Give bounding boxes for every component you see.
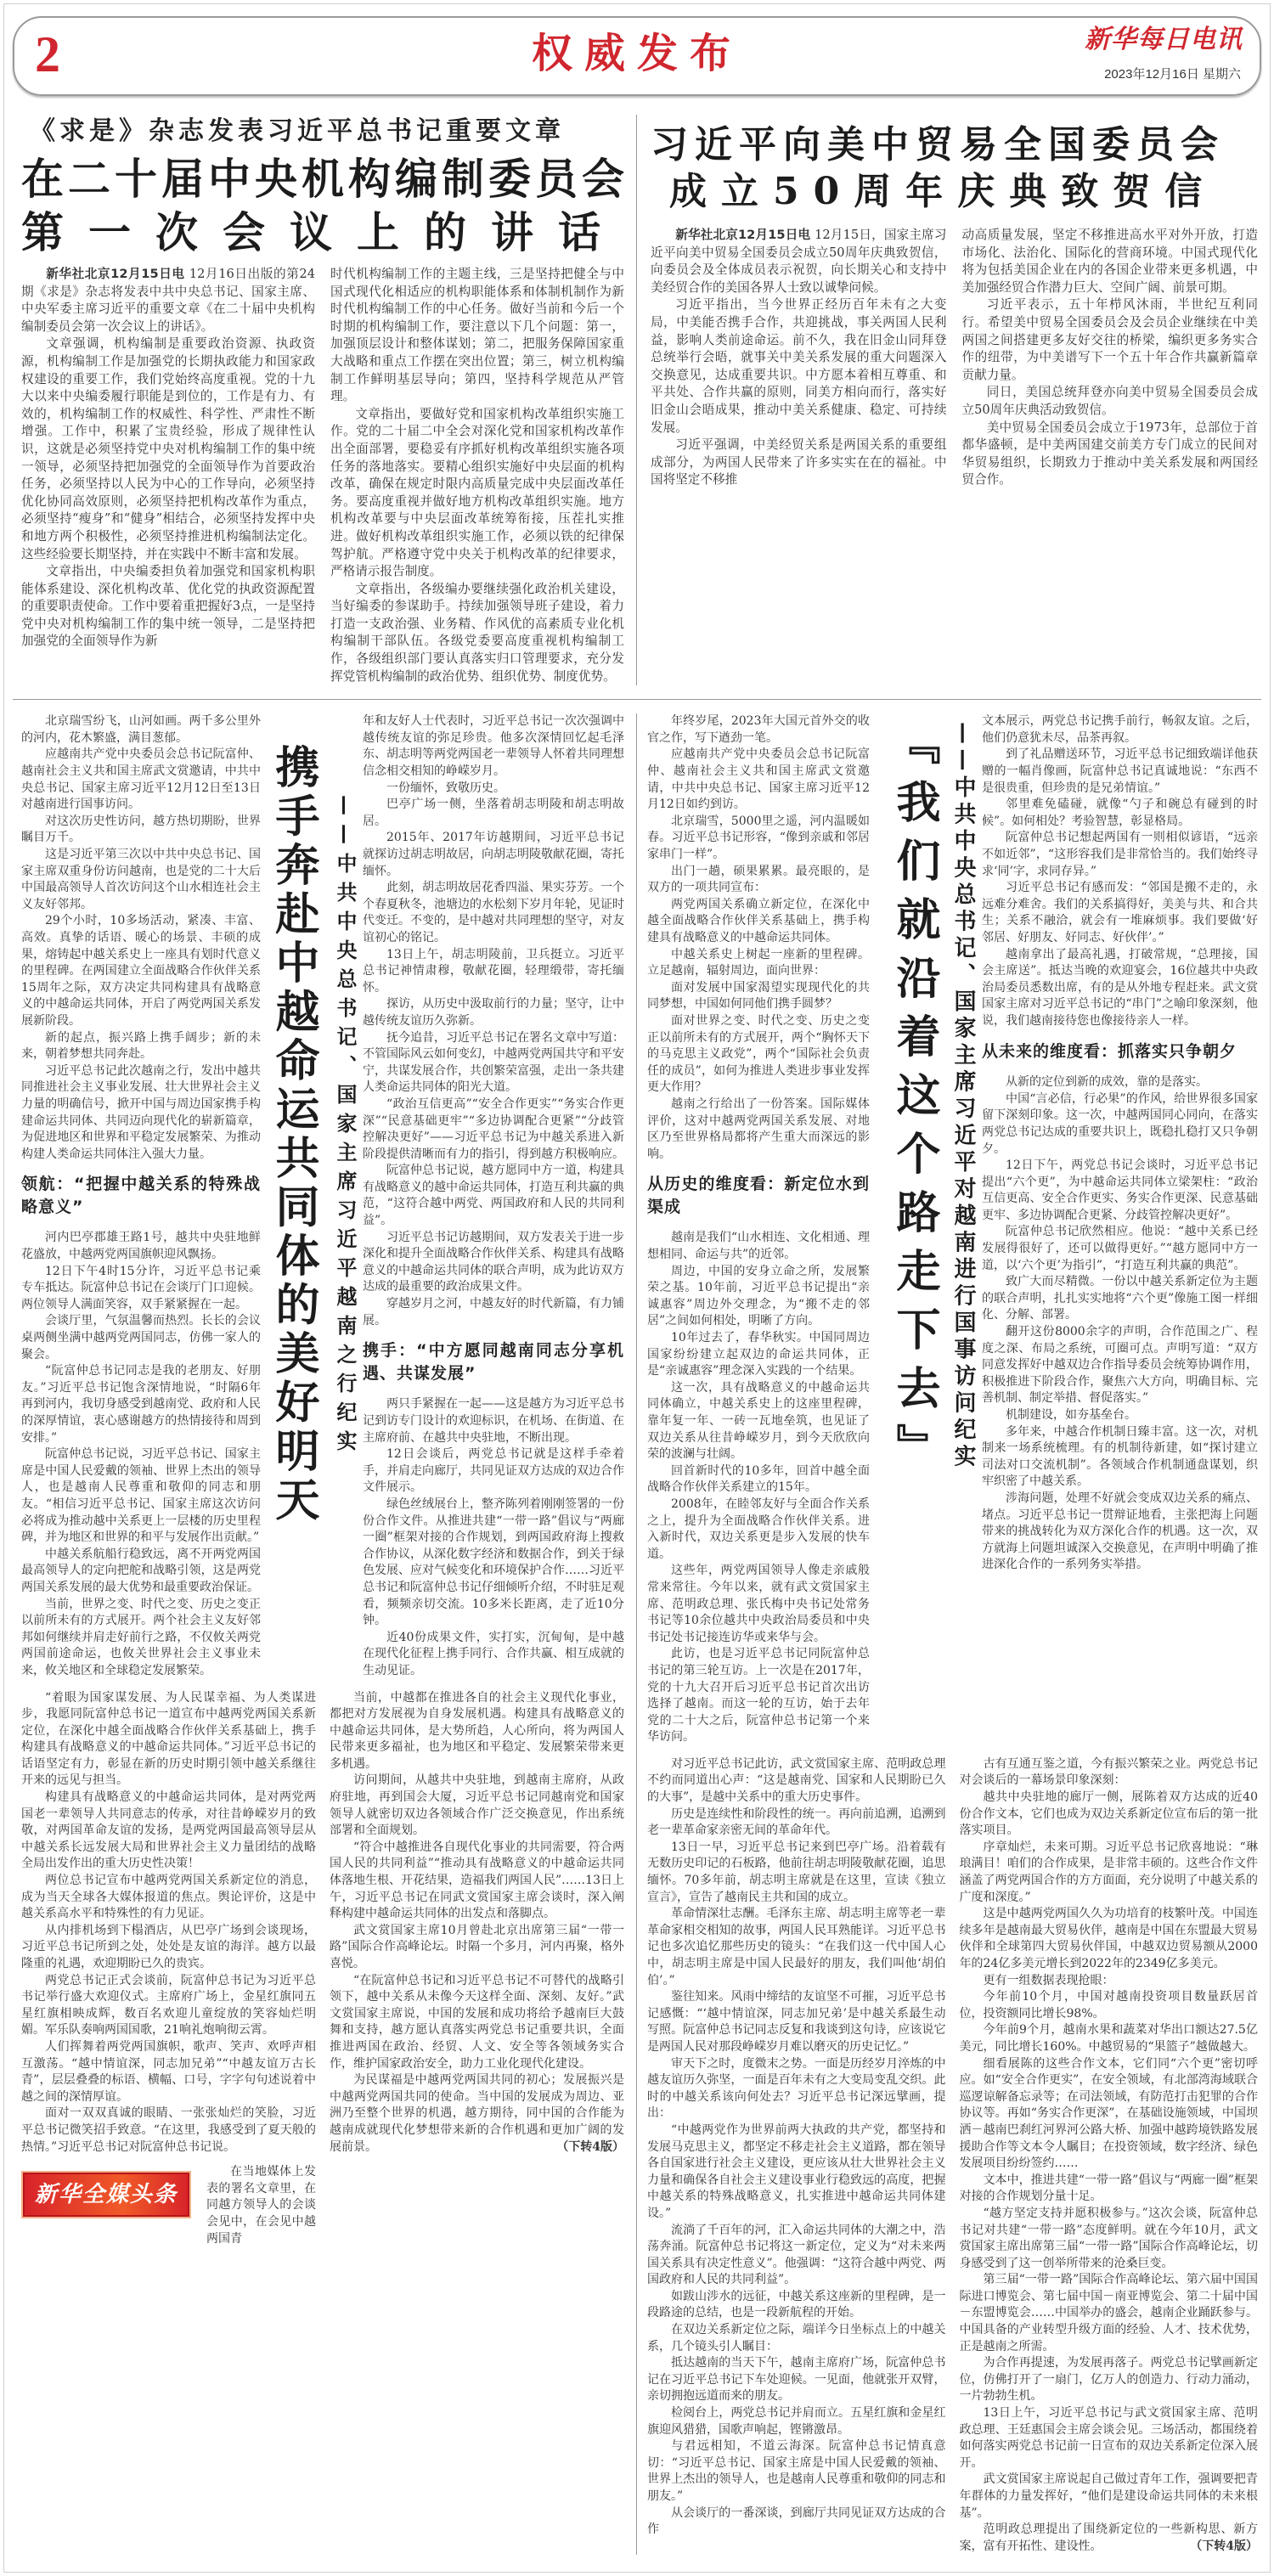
paragraph: 在当地媒体上发表的署名文章里，在同越方领导人的会谈会见中，在会见中越两国青 [206,2165,316,2246]
paragraph: 越南是我们“山水相连、文化相通、理想相同、命运与共”的近邻。 [647,1231,870,1262]
feature2-column-d [982,713,1258,1574]
article2 [637,115,1261,685]
paragraph [21,266,315,335]
paragraph: 2015年、2017年访越期间，习近平总书记就探访过胡志明故居，向胡志明陵敬献花圈，寄托缅怀。 [363,831,624,878]
paragraph: “中越两党作为世界前两大执政的共产党，都坚持和发展马克思主义，都坚定不移走社会主义道路，都在领导各自国家进行社会主义建设，更应该从壮大世界社会主义力量和确保各自社会主义建设事业行稳致远的高度，把握中越关系的特殊战略意义，扎实推进中越命运共同体建设。” [647,2122,946,2220]
paragraph: 这一次，具有战略意义的中越命运共同体确立，中越关系史上的这座里程碑，靠年复一年、一砖一瓦地垒筑，也见证了双边关系从往昔峥嵘岁月，到今天欣欣向荣的波澜与壮阔。 [647,1380,870,1462]
paragraph-text: 范明政总理提出了围绕新定位的一些新构思、新方案，富有开拓性、建设性。 [959,2522,1258,2553]
feature2 [637,713,1261,2555]
subheading: 携手：“中方愿同越南同志分享机遇、共谋发展” [363,1341,624,1383]
paragraph: 周边，中国的安身立命之所，发展繁荣之基。10年前，习近平总书记提出“亲诚惠容”周边外交理念，为“搬不走的邻居”之间如何相处，明晰了方向。 [647,1264,870,1328]
paragraph: 机制建设，如夯基垒台。 [1006,1408,1136,1422]
article1-kicker: 《求是》杂志发表习近平总书记重要文章 [30,116,565,146]
paragraph: 更有一组数据表现抢眼： [983,1973,1114,1987]
paragraph: 构建具有战略意义的中越命运共同体，是对两党两国老一辈领导人共同意志的传承，对往昔峥嵘岁月的致敬，对两国革命友谊的发扬，是两党两国最高领导层从中越关系长远发展大局和世界社会主义力量团结的战略全局出发作出的重大历史性决策！ [21,1790,316,1871]
page-frame [3,3,1271,2573]
paragraph: 古有互通互鉴之道，今有振兴繁荣之业。两党总书记对会谈后的一幕场景印象深刻： [959,1756,1258,1788]
paragraph: 两党总书记正式会谈前，阮富仲总书记为习近平总书记举行盛大欢迎仪式。主席府广场上，金星红旗同五星红旗相映成辉，数百名欢迎儿童绽放的笑容灿烂明媚。军乐队奏响两国国歌，21响礼炮响彻云霄。 [21,1973,316,2038]
paragraph: 武文赏国家主席10月曾赴北京出席第三届“一带一路”国际合作高峰论坛。时隔一个多月，河内再聚，格外喜悦。 [330,1923,624,1970]
paragraph: 近40份成果文件，实打实，沉甸甸，是中越在现代化征程上携手同行、合作共赢、相互成就的生动见证。 [363,1630,624,1677]
paragraph: 对这次历史性访问，越方热切期盼，世界瞩目万千。 [21,814,261,845]
paragraph: 今年前9个月，越南水果和蔬菜对华出口额达27.5亿美元，同比增长160%。中越贸易的“果篮子”越做越大。 [959,2023,1258,2054]
article2-column-1 [651,227,947,489]
paragraph: 阮富仲总书记说，习近平总书记、国家主席是中国人民爱戴的领袖、世界上杰出的领导人，也是越南人民尊重和敬仰的同志和朋友。“相信习近平总书记、国家主席这次访问必将成为推动越中关系更上一层楼的历史里程碑，并为地区和世界的和平与发展作出贡献。” [21,1447,261,1545]
paragraph: 翻开这份8000余字的声明，合作范围之广、程度之深、布局之系统，可圈可点。声明写道：“双方同意发挥好中越双边合作指导委员会统筹协调作用，积极推进下阶段合作，聚焦六大方向，明确目标、完善机制、制定举措、督促落实。” [982,1325,1258,1406]
paragraph: 动高质量发展，坚定不移推进高水平对外开放，打造市场化、法治化、国际化的营商环境。中国式现代化将为包括美国企业在内的各国企业带来更多机遇，中美加强经贸合作潜力巨大、空间广阔、前景可期。 [961,228,1258,295]
paragraph: 文章指出，中央编委担负着加强党和国家机构职能体系建设、深化机构改革、优化党的执政资源配置的重要职责使命。工作中要着重把握好3点，一是坚持党中央对机构编制工作的集中统一领导，二是坚持把加强党的全面领导作为新 [21,564,315,649]
paragraph [330,2072,624,2156]
newspaper-logo: 新华每日电讯 [1085,25,1243,54]
paragraph: 此访，也是习近平总书记同阮富仲总书记的第三轮互访。上一次是在2017年，党的十九大召开后习近平总书记首次出访选择了越南。而这一轮的互访，始于去年党的二十大之后，阮富仲总书记第一个来华访问。 [647,1647,870,1745]
article1 [13,115,637,685]
paragraph: 绿色丝绒展台上，整齐陈列着刚刚签署的一份份合作文件。从推进共建“一带一路”倡议与“两廊一圈”框架对接的合作规划，到两国政府海上搜救合作协议，从深化数字经济和数据合作，到关于绿色发展、应对气候变化和环境保护合作……习近平总书记和阮富仲总书记仔细倾听介绍，不时驻足观看，频频亲切交流。10多米长距离，走了近10分钟。 [363,1497,624,1628]
paragraph: 出门一趟，硕果累累。最亮眼的，是双方的一项共同宣布： [647,864,870,895]
paragraph-text: 为民谋福是中越两党两国共同的初心；发展振兴是中越两党两国共同的使命。当中国的发展成为周边、亚洲乃至整个世界的机遇，越方期待，同中国的合作能为越南成就现代化梦想带来新的合作机遇和更加广阔的发展前景。 [330,2073,624,2154]
top-stories [13,115,1261,700]
paragraph: 到了礼品赠送环节，习近平总书记细致端详他获赠的一幅肖像画，阮富仲总书记真诚地说：“东西不是很贵重，但珍贵的是兄弟情谊。” [982,747,1258,795]
page-number: 2 [35,26,60,82]
paragraph: 武文赏国家主席说起自己做过青年工作，强调要把青年群体的力量发挥好，“他们是建设命运共同体的未来根基”。 [959,2472,1258,2520]
continued-on-page-4[interactable]: （下转4版） [556,2139,624,2154]
feature2-column-c [647,713,870,1746]
paragraph: 第三届“一带一路”国际合作高峰论坛、第六届中国国际进口博览会、第七届中国－南亚博览会、第二十届中国－东盟博览会……中国举办的盛会，越南企业踊跃参与。中国具备的产业转型升级方面的经验、人才、技术优势，正是越南之所需。 [959,2273,1258,2353]
subheading: 领航：“把握中越关系的特殊战略意义” [21,1175,261,1216]
paragraph: 习近平表示，五十年栉风沐雨，半世纪互利同行。希望美中贸易全国委员会及会员企业继续在中美两国之间搭建更多友好交往的桥梁，编织更多务实合作的纽带，为中美谱写下一个五十年合作共赢新篇章贡献力量。 [961,297,1258,382]
paragraph: 中越关系航船行稳致远，离不开两党两国最高领导人的定向把舵和战略引领，这是两党两国关系发展的最大优势和最重要政治保证。 [21,1547,261,1594]
article2-column-2 [962,227,1259,489]
paragraph: 抚今追昔，习近平总书记在署名文章中写道：不管国际风云如何变幻，中越两党两国共守和平安宁，共谋发展合作，共创繁荣富强，走出一条共建人类命运共同体的阳光大道。 [363,1030,624,1095]
feature1-column-a2 [21,1690,316,2156]
paragraph: 13日上午，习近平总书记与武文赏国家主席、范明政总理、王廷惠国会主席会谈会见。三场活动，都围绕着如何落实两党总书记前一日宣布的双边关系新定位深入展开。 [959,2406,1258,2470]
paragraph: 习近平强调，中美经贸关系是两国关系的重要组成部分，为两国人民带来了许多实实在在的福祉。中国将坚定不移推 [651,437,947,488]
feature1 [13,713,637,2555]
paragraph: 习近平总书记访越期间，双方发表关于进一步深化和提升全面战略合作伙伴关系、构建具有战略意义的中越命运共同体的联合声明，成为此访双方达成的最重要的政治成果文件。 [363,1230,624,1294]
paragraph: 探访，从历史中汲取前行的力量；坚守，让中越传统友谊历久弥新。 [363,997,624,1028]
paragraph: 12日下午4时15分许，习近平总书记乘专车抵达。阮富仲总书记在会谈厅门口迎候。两位领导人满面笑容，双手紧紧握在一起。 [21,1264,261,1311]
paragraph: 越南之行给出了一份答案。国际媒体评价，这对中越两党两国关系发展、对地区乃至世界格局都将产生重大而深远的影响。 [647,1096,870,1161]
article1-headline-line2: 第一次会议上的讲话 [21,206,625,257]
paragraph: 中国“言必信，行必果”的作风，给世界很多国家留下深刻印象。这一次，中越两国同心同向，在落实两党总书记达成的重要共识上，既稳扎稳打又只争朝夕。 [982,1091,1258,1156]
dateline: 新华社北京12月15日电 [675,228,811,242]
article1-column-1 [21,266,315,685]
paragraph: 细看展陈的这些合作文本，它们同“六个更”密切呼应。如“安全合作更实”，在安全领域，有北部湾海域联合巡逻谅解备忘录等；在司法领域，有防范打击犯罪的合作协议等。再如“务实合作更深”，在基础设施领域，中国坝洒－越南巴刹红河界河公路大桥、加强中越跨境铁路发展援助合作等文本令人瞩目；在投资领域，数字经济、绿色发展项目纷纷签约…… [959,2056,1258,2171]
paragraph: 人们挥舞着两党两国旗帜，歌声、笑声、欢呼声相互激荡。“越中情谊深，同志加兄弟”“中越友谊万古长青”，层层叠叠的标语、横幅、口号，字字句句述说着中越之间的深情厚谊。 [21,2039,316,2104]
paragraph: “阮富仲总书记同志是我的老朋友、好朋友。”习近平总书记饱含深情地说，“时隔6年再到河内，我切身感受到越南党、政府和人民的深厚情谊，衷心感谢越方的热情接待和周到安排。” [21,1364,261,1445]
masthead [13,16,1261,96]
paragraph: 时代机构编制工作的主题主线，三是坚持把健全与中国式现代化相适应的机构职能体系和体制机制作为新时代机构编制工作的中心任务。做好当前和今后一个时期的机构编制工作，要注意以下几个问题：第一，加强顶层设计和整体谋划；第二，把服务保障国家重大战略和重点工作摆在突出位置；第三，树立机构编制工作鲜明基层导向；第四，坚持科学规范从严管理。 [330,267,624,404]
paragraph: 今年前10个月，中国对越南投资项目数量跃居首位，投资额同比增长98%。 [959,1990,1258,2021]
article1-column-2 [330,266,624,685]
subheading: 从历史的维度看：新定位水到渠成 [647,1175,870,1216]
paragraph: 文章指出，要做好党和国家机构改革组织实施工作。党的二十届二中全会对深化党和国家机构改革作出全面部署，要稳妥有序抓好机构改革组织实施各项任务的落地落实。要精心组织实施好中央层面的机构改革，确保在规定时限内高质量完成中央层面改革任务。要高度重视并做好地方机构改革组织实施。地方机构改革要与中央层面改革统筹衔接，压茬扎实推进。做好机构改革组织实施工作，必须以铁的纪律保驾护航。严格遵守党中央关于机构改革的纪律要求，严格请示报告制度。 [330,406,624,579]
paragraph: 鉴往知来。风雨中缔结的友谊坚不可摧，习近平总书记感慨：“‘越中情谊深，同志加兄弟’是中越关系最生动写照。阮富仲总书记同志反复和我谈到这句诗，应该说它是两国人民对那段峥嵘岁月难以磨灭的历史记忆。” [647,1990,946,2054]
paragraph: 革命情深壮志酬。毛泽东主席、胡志明主席等老一辈革命家相交相知的故事，两国人民耳熟能详。习近平总书记也多次追忆那些历史的镜头：“在我们这一代中国人心中，胡志明主席是中国人民最好的朋友，我们叫他‘胡伯伯’。” [647,1907,946,1987]
feature1-column-a1 [21,713,261,1679]
paragraph: 2008年，在睦邻友好与全面合作关系之上，提升为全面战略合作伙伴关系。进入新时代，双边关系更是步入发展的快车道。 [647,1497,870,1561]
paragraph: 与君远相知，不道云海深。阮富仲总书记情真意切：“习近平总书记、国家主席是中国人民爱戴的领袖、世界上杰出的领导人，也是越南人民尊重和敬仰的同志和朋友。” [647,2439,946,2503]
paragraph: 面对发展中国家渴望实现现代化的共同梦想，中国如何同他们携手圆梦？ [647,980,870,1012]
paragraph: 这是习近平第三次以中共中央总书记、国家主席双重身份访问越南，也是党的二十大后中国最高领导人首次访问这个山水相连社会主义友好邻邦。 [21,848,261,911]
feature-stories [13,713,1261,2555]
paragraph: 美中贸易全国委员会成立于1973年，总部位于首都华盛顿，是中美两国建交前美方专门成立的民间对华贸易组织，长期致力于推动中美关系发展和两国经贸合作。 [961,420,1258,488]
paragraph [960,2522,1259,2555]
paragraph: 应越南共产党中央委员会总书记阮富仲、越南社会主义共和国主席武文赏邀请，中共中央总书记、国家主席习近平12月12日如约到访。 [647,747,870,812]
paragraph: 两位总书记宣布中越两党两国关系新定位的消息，成为当天全球各大媒体报道的焦点。舆论评价，这是中越关系高水平和特殊性的有力见证。 [21,1874,316,1921]
paragraph: “着眼为国家谋发展、为人民谋幸福、为人类谋进步，我愿同阮富仲总书记一道宣布中越两党两国关系新定位，在深化中越全面战略合作伙伴关系基础上，携手构建具有战略意义的中越命运共同体。”习近平总书记的话语坚定有力，彰显在新的历史时期引领中越关系继往开来的远见与担当。 [21,1690,316,1788]
paragraph: “符合中越推进各自现代化事业的共同需要，符合两国人民的共同利益”“推动具有战略意义的中越命运共同体落地生根、开花结果，造福我们两国人民”……13日上午，习近平总书记在同武文赏国家主席会谈时，深入阐释构建中越命运共同体的出发点和落脚点。 [330,1840,624,1921]
paragraph: 北京瑞雪纷飞，山河如画。两千多公里外的河内，花木繁盛，满目葱郁。 [21,714,261,745]
feature2-vertical-headline: 『我们就沿着这个路走下去』 [888,720,940,1483]
paragraph: 抵达越南的当天下午，越南主席府广场，阮富仲总书记在习近平总书记下车处迎候。一见面，他就张开双臂，亲切拥抱远道而来的朋友。 [647,2356,946,2404]
paragraph: 此刻，胡志明故居花香四溢、果实芬芳。一个个春夏秋冬，池塘边的水松刻下岁月年轮，见证时代变迁。不变的，是中越对共同理想的坚守，对友谊初心的铭记。 [363,881,624,944]
article2-headline-line2: 成立50周年庆典致贺信 [669,170,1217,213]
feature1-vertical-subtitle: ——中共中央总书记、国家主席习近平越南之行纪实 [333,795,357,1460]
paragraph-text: 12月15日，国家主席习近平向美中贸易全国委员会成立50周年庆典致贺信，向委员会及全体成员表示祝贺，向长期关心和支持中美经贸合作的美国各界人士致以诚挚问候。 [651,228,947,295]
paragraph: 这是中越两党两国久久为功培育的枝繁叶茂。中国连续多年是越南最大贸易伙伴，越南是中国在东盟最大贸易伙伴和全球第四大贸易伙伴国，中越双边贸易额从2000年的24亿多美元增长到2022年的2349亿多美元。 [959,1907,1258,1970]
paragraph: 中越关系史上树起一座新的里程碑。立足越南，辐射周边，面向世界： [647,947,870,978]
feature1-vertical-headline: 携手奔赴中越命运共同体的美好明天 [268,744,319,1526]
paragraph: 习近平总书记此次越南之行，发出中越共同推进社会主义事业发展、壮大世界社会主义力量的明确信号，掀开中国与周边国家携手构建命运共同体、共同迈向现代化的崭新篇章，为促进地区和世界和平稳定发展繁荣、为推动构建人类命运共同体注入强大力量。 [21,1063,261,1161]
feature1-column-b2 [330,1690,624,2156]
paragraph: 29个小时，10多场活动，紧凑、丰富、高效。真挚的话语、暖心的场景、丰硕的成果，熔铸起中越关系史上一座具有划时代意义的里程碑。在两国建立全面战略合作伙伴关系15周年之际，双方决定共同构建具有战略意义的中越命运共同体，开启了两党两国关系发展新阶段。 [21,914,261,1028]
paragraph: 文本展示，两党总书记携手前行，畅叙友谊。之后，他们仍意犹未尽，品茶再叙。 [982,714,1258,745]
paragraph: “越方坚定支持并愿积极参与。”这次会谈，阮富仲总书记对共建“一带一路”态度鲜明。就在今年10月，武文赏国家主席出席第三届“一带一路”国际合作高峰论坛，切身感受到了这一创举所带来的沧桑巨变。 [959,2206,1258,2270]
paragraph: “在阮富仲总书记和习近平总书记不可替代的战略引领下，越中关系从未像今天这样全面、深刻、友好。”武文赏国家主席说，中国的发展和成功将给予越南巨大鼓舞和支持，越方愿认真落实两党总书记重要共识，全面推进两国在政治、经贸、人文、安全等各领域务实合作，维护国家政治安全，助力工业化现代化建设。 [330,1973,624,2071]
dateline: 新华社北京12月15日电 [46,267,185,281]
paragraph: 一份缅怀，致敬历史。 [386,781,505,795]
paragraph-text: 12月16日出版的第24期《求是》杂志将发表中共中央总书记、国家主席、中央军委主席习近平的重要文章《在二十届中央机构编制委员会第一次会议上的讲话》。 [21,267,315,334]
paragraph: 习近平总书记有感而发：“邻国是搬不走的，永远难分难舍。我们的关系搞得好，美美与共、和合共生；关系不融洽，就会有一堆麻烦事。我们要做‘好邻居、好朋友、好同志、好伙伴’。” [982,881,1258,944]
feature1-column-b1 [363,713,624,1679]
article1-headline-line1: 在二十届中央机构编制委员会 [21,154,629,204]
paragraph: 12日会谈后，两党总书记就是这样手牵着手，并肩走向廊厅，共同见证双方达成的双边合作文件展示。 [363,1447,624,1495]
paragraph: 面对世界之变、时代之变、历史之变正以前所未有的方式展开，两个“胸怀天下的马克思主义政党”，两个“国际社会负责任的成员”，如何为推进人类进步事业发挥更大作用？ [647,1013,870,1095]
paragraph: 多年来，中越合作机制日臻丰富。这一次，对机制来一场系统梳理。有的机制待新建，如“探讨建立司法对口交流机制”。各领域合作机制通盘谋划，织牢织密了中越关系。 [982,1424,1258,1489]
section-title: 权威发布 [531,30,742,77]
paragraph: 河内巴亭郡雄王路1号，越共中央驻地鲜花盛放，中越两党两国旗帜迎风飘扬。 [21,1231,261,1262]
paragraph: 越南拿出了最高礼遇，打破常规，“总理接，国会主席送”。抵达当晚的欢迎宴会，16位越共中央政治局委员悉数出席，有的是从外地专程赶来。武文赏国家主席对习近平总书记的“串门”之喻印象深刻，他说，我们越南接待您也像接待亲人一样。 [982,947,1258,1028]
paragraph: 检阅台上，两党总书记并肩而立。五星红旗和金星红旗迎风猎猎，国歌声响起，铿锵激昂。 [647,2406,946,2437]
paragraph [651,227,947,296]
feature2-column-e [647,1756,946,2539]
paragraph: 文章强调，机构编制是重要政治资源、执政资源，机构编制工作是加强党的长期执政能力和国家政权建设的重要工作，我们党始终高度重视。党的十九大以来中央编委履行职能是到位的，工作是有力、有效的，机构编制工作的权威性、科学性、严肃性不断增强。工作中，积累了宝贵经验，形成了规律性认识，这就是必须坚持党中央对机构编制工作的集中统一领导，必须坚持把加强党的全面领导作为首要政治任务，必须坚持以人民为中心的工作导向，必须坚持优化协同高效原则，必须坚持把机构改革作为重点，必须坚持“瘦身”和“健身”相结合，必须坚持发挥中央和地方两个积极性，必须坚持推进机构编制法定化。这些经验要长期坚持，并在实践中不断丰富和发展。 [21,336,315,561]
paragraph: 当前，世界之变、时代之变、历史之变正以前所未有的方式展开。两个社会主义友好邻邦如何继续并肩走好前行之路，不仅攸关两党两国前途命运，也攸关世界社会主义事业未来，攸关地区和全球稳定发展繁荣。 [21,1597,261,1677]
paragraph: 两党两国关系确立新定位，在深化中越全面战略合作伙伴关系基础上，携手构建具有战略意义的中越命运共同体。 [647,897,870,944]
paragraph: 回首新时代的10多年，回首中越全面战略合作伙伴关系建立的15年。 [647,1463,870,1495]
paragraph: 阮富仲总书记想起两国有一则相似谚语，“远亲不如近邻”，“这形容我们是非常恰当的。我们始终寻求‘同’字，求同存异。” [982,831,1258,878]
paragraph: 访问期间，从越共中央驻地，到越南主席府，从政府驻地，再到国会大厦，习近平总书记同越南党和国家领导人就密切双边各领域合作广泛交换意见，作出系统部署和全面规划。 [330,1773,624,1838]
paragraph: 面对一双双真诚的眼睛、一张张灿烂的笑脸，习近平总书记微笑招手致意。“在这里，我感受到了夏天般的热情。”习近平总书记对阮富仲总书记说。 [21,2106,316,2154]
paragraph: 年终岁尾，2023年大国元首外交的收官之作，写下遒劲一笔。 [647,714,870,745]
feature1-column-a3 [206,2164,316,2247]
paragraph: “政治互信更高”“安全合作更实”“务实合作更深”“民意基础更牢”“多边协调配合更紧”“分歧管控解决更好”——习近平总书记为中越关系进入新阶段提供清晰而有力的指引，得到越方积极响应。 [363,1096,624,1161]
paragraph: 历史是连续性和阶段性的统一。再向前追溯，追溯到老一辈革命家亲密无间的革命年代。 [647,1807,946,1838]
paragraph: 北京瑞雪，5000里之遥，河内温暖如春。习近平总书记形容，“像到亲戚和邻居家串门一样”。 [647,814,870,861]
paragraph: 流淌了千百年的河，汇入命运共同体的大潮之中，浩荡奔涌。阮富仲总书记将这一新定位，定义为“对未来两国关系具有决定性意义”。他强调：“这符合越中两党、两国政府和人民的共同利益”。 [647,2223,946,2287]
paragraph: 10年过去了，春华秋实。中国同周边国家纷纷建立起双边的命运共同体，正是“亲诚惠容”理念深入实践的一个结果。 [647,1331,870,1378]
subheading: 从未来的维度看：抓落实只争朝夕 [982,1041,1237,1061]
xinhua-headline-banner: 新华全媒头条 [21,2171,191,2218]
paragraph: 阮富仲总书记欣然相应。他说：“越中关系已经发展得很好了，还可以做得更好。”“越方愿同中方一道，以‘六个更’为指引”，“打造互利共赢的典范”。 [982,1225,1258,1272]
paragraph: 涉海问题，处理不好就会变成双边关系的痛点、堵点。习近平总书记一贯辩证地看，主张把海上问题带来的挑战转化为双方深化合作的机遇。这一次，双方就海上问题坦诚深入交换意见，在声明中明确了推进深化合作的一系列务实举措。 [982,1491,1258,1572]
issue-date: 2023年12月16日 星期六 [1104,67,1241,82]
paragraph: 13日一早，习近平总书记来到巴亭广场。沿着载有无数历史印记的石板路，他前往胡志明陵敬献花圈，追思缅怀。70多年前，胡志明主席就是在这里，宣读《独立宣言》，宣告了越南民主共和国的成立。 [647,1840,946,1904]
feature1-lower-left [21,1690,316,2248]
paragraph: 在双边关系新定位之际，端详今日坐标点上的中越关系，几个镜头引人瞩目： [647,2323,946,2353]
paragraph: 会谈厅里，气氛温馨而热烈。长长的会议桌两侧坐满中越两党两国同志，仿佛一家人的聚会。 [21,1314,261,1361]
paragraph: 从会谈厅的一番深谈，到廊厅共同见证双方达成的合作 [647,2506,946,2537]
paragraph: 巴亭广场一侧，坐落着胡志明陵和胡志明故居。 [363,798,624,828]
paragraph: 邻里难免磕碰，就像“勺子和碗总有碰到的时候”。如何相处？考验智慧，彰显格局。 [982,798,1258,828]
paragraph: 新的起点，振兴路上携手阔步；新的未来，朝着梦想共同奔赴。 [21,1030,261,1062]
feature2-column-f [960,1756,1259,2556]
paragraph: 为合作再提速，为发展再落子。两党总书记擘画新定位，仿佛打开了一扇门，亿万人的创造力、行动力涌动，一片勃勃生机。 [959,2356,1258,2404]
paragraph: 应越南共产党中央委员会总书记阮富仲、越南社会主义共和国主席武文赏邀请，中共中央总书记、国家主席习近平12月12日至13日对越南进行国事访问。 [21,747,261,812]
paragraph: 致广大而尽精微。一份以中越关系新定位为主题的联合声明，扎扎实实地将“六个更”像施工图一样细化、分解、部署。 [982,1275,1258,1322]
paragraph: 越共中央驻地的廊厅一侧，展陈着双方达成的近40份合作文本，它们也成为双边关系新定位宣布后的第一批落实项目。 [959,1790,1258,1838]
article1-body [21,266,624,685]
paragraph: 文章指出，各级编办要继续强化政治机关建设，当好编委的参谋助手。持续加强领导班子建设，着力打造一支政治强、业务精、作风优的高素质专业化机构编制干部队伍。各级党委要高度重视机构编制工作，各级组织部门要认真落实归口管理要求，充分发挥党管机构编制的政治优势、组织优势、制度优势。 [330,581,624,684]
article2-body [651,227,1258,489]
paragraph: 同日，美国总统拜登亦向美中贸易全国委员会成立50周年庆典活动致贺信。 [961,385,1258,417]
paragraph: 两只手紧握在一起——这是越方为习近平总书记到访专门设计的欢迎标识，在机场、在街道、在主席府前、在越共中央驻地，不断出现。 [363,1397,624,1445]
article2-headline-line1: 习近平向美中贸易全国委员会 [651,123,1225,166]
paragraph: 审天下之时，度微末之势。一面是历经岁月淬炼的中越友谊历久弥坚，一面是百年未有之大变局变乱交织。此时的中越关系该向何处去？习近平总书记深远擘画，提出： [647,2056,946,2121]
paragraph: 当前，中越都在推进各自的社会主义现代化事业，都把对方发展视为自身发展机遇。构建具有战略意义的中越命运共同体，是大势所趋，人心所向，将为两国人民带来更多福祉，也为地区和平稳定、发展繁荣带来更多机遇。 [330,1690,624,1771]
paragraph: 阮富仲总书记说，越方愿同中方一道，构建具有战略意义的越中命运共同体，打造互利共赢的典范，“这符合越中两党、两国政府和人民的共同利益”。 [363,1164,624,1228]
paragraph: 从内排机场到下榻酒店，从巴亭广场到会谈现场，习近平总书记所到之处，处处是友谊的海洋。越方以最隆重的礼遇，欢迎期盼已久的贵宾。 [21,1923,316,1970]
paragraph: 12日下午，两党总书记会谈时，习近平总书记提出“六个更”，为中越命运共同体立梁架柱：“政治互信更高、安全合作更实、务实合作更深、民意基础更牢、多边协调配合更紧、分歧管控解决更好”。 [982,1158,1258,1222]
paragraph: 从新的定位到新的成效，靠的是落实。 [1006,1075,1208,1090]
paragraph: 习近平指出，当今世界正经历百年未有之大变局，中美能否携手合作，共迎挑战，事关两国人民利益，影响人类前途命运。前不久，我在旧金山同拜登总统举行会晤，就事关中美关系发展的重大问题深入交换意见，达成重要共识。中方愿本着相互尊重、和平共处、合作共赢的原则，同美方相向而行，落实好旧金山会晤成果，推动中美关系健康、稳定、可持续发展。 [651,297,947,435]
paragraph: 文本中，推进共建“一带一路”倡议与“两廊一圈”框架对接的合作规划分量十足。 [959,2173,1258,2204]
paragraph: 这些年，两党两国领导人像走亲戚般常来常往。今年以来，就有武文赏国家主席、范明政总理、张氏梅中央书记处常务书记等10余位越共中央政治局委员和中央书记处书记接连访华或来华与会。 [647,1564,870,1644]
paragraph: 对习近平总书记此访，武文赏国家主席、范明政总理不约而同道出心声：“这是越南党、国家和人民期盼已久的大事”，是越中关系中的重大历史事件。 [647,1756,946,1805]
paragraph: 序章灿烂，未来可期。习近平总书记欣喜地说：“琳琅满目！咱们的合作成果，是非常丰硕的。这些合作文件涵盖了两党两国合作的方方面面，充分说明了中越关系的广度和深度。” [959,1840,1258,1904]
feature2-vertical-subtitle: ——中共中央总书记、国家主席习近平对越南进行国事访问纪实 [950,722,976,1472]
paragraph: 13日上午，胡志明陵前，卫兵挺立。习近平总书记神情肃穆，敬献花圈，轻理缎带，寄托缅怀。 [363,947,624,995]
paragraph: 如跋山涉水的远征，中越关系这座新的里程碑，是一段路途的总结，也是一段新航程的开始。 [647,2289,946,2320]
paragraph: 穿越岁月之河，中越友好的时代新篇，有力铺展。 [363,1297,624,1327]
paragraph: 年和友好人士代表时，习近平总书记一次次强调中越传统友谊的弥足珍贵。他多次深情回忆起毛泽东、胡志明等两党两国老一辈领导人怀着共同理想信念相交相知的峥嵘岁月。 [363,714,624,779]
continued-on-page-4[interactable]: （下转4版） [1190,2539,1258,2553]
